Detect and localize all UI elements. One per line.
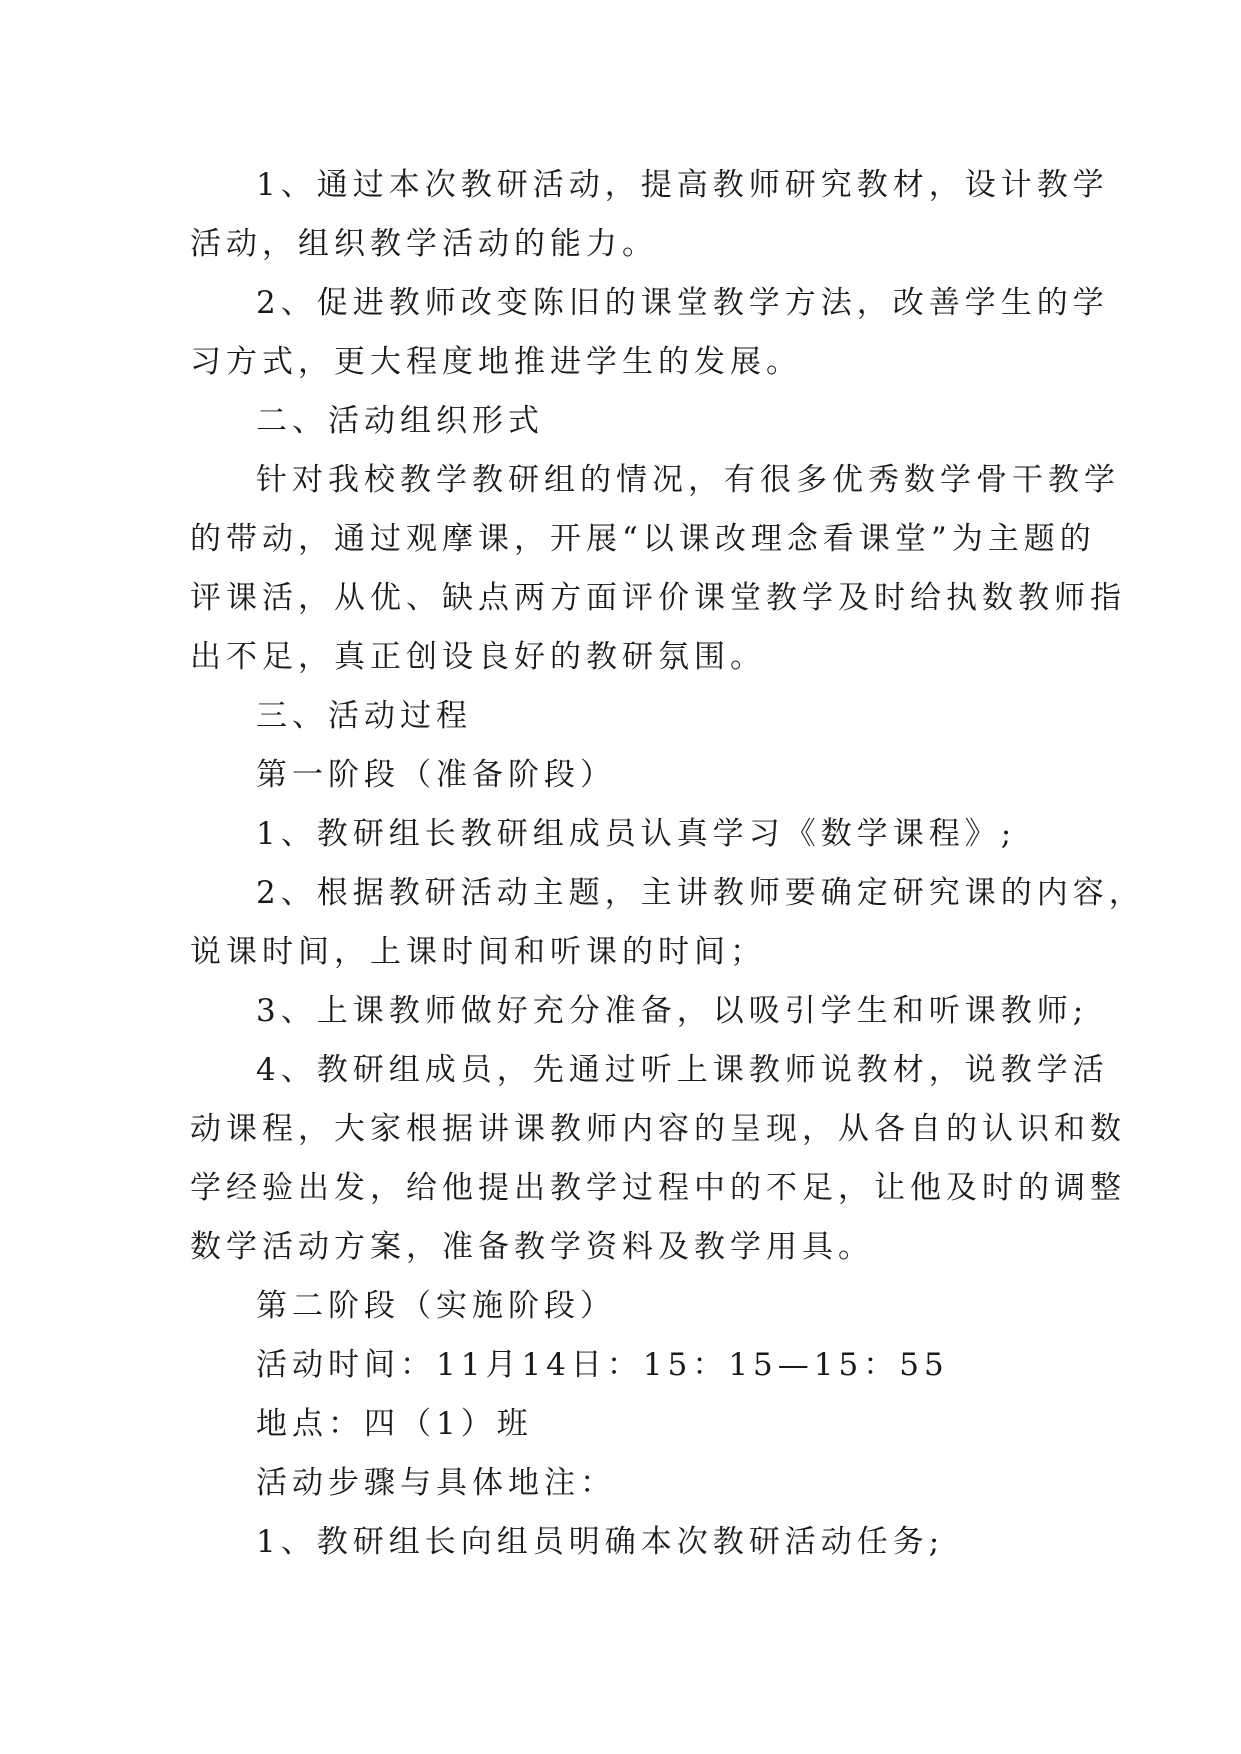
text-line: 动课程，大家根据讲课教师内容的呈现，从各自的认识和数: [190, 1111, 1126, 1147]
text-line: 数学活动方案，准备教学资料及教学用具。: [190, 1229, 874, 1265]
text-line: 学经验出发，给他提出教学过程中的不足，让他及时的调整: [190, 1170, 1126, 1206]
activity-time: 活动时间：11月14日：15：15—15：55: [256, 1347, 949, 1383]
text-line: 3、上课教师做好充分准备，以吸引学生和听课教师;: [256, 993, 1089, 1029]
document-body: [190, 156, 1145, 1572]
text-line: 2、促进教师改变陈旧的课堂教学方法，改善学生的学: [256, 285, 1109, 321]
activity-location: 地点：四（1）班: [256, 1406, 533, 1442]
text-line: 说课时间，上课时间和听课的时间；: [190, 934, 766, 970]
text-line: 活动，组织教学活动的能力。: [190, 226, 658, 262]
section-heading: 二、活动组织形式: [256, 403, 544, 439]
text-line: 活动步骤与具体地注：: [256, 1465, 616, 1501]
text-line: 4、教研组成员，先通过听上课教师说教材，说教学活: [256, 1052, 1109, 1088]
stage-heading: 第二阶段（实施阶段）: [256, 1288, 616, 1324]
text-line: 1、教研组长教研组成员认真学习《数学课程》;: [256, 816, 1017, 852]
text-line: 出不足，真正创设良好的教研氛围。: [190, 639, 766, 675]
text-line: 针对我校教学教研组的情况，有很多优秀数学骨干教学: [256, 462, 1120, 498]
section-heading: 三、活动过程: [256, 698, 472, 734]
text-line: 2、根据教研活动主题，主讲教师要确定研究课的内容，: [256, 875, 1145, 911]
text-line: 的带动，通过观摩课，开展“以课改理念看课堂”为主题的: [190, 521, 1096, 557]
text-line: 习方式，更大程度地推进学生的发展。: [190, 344, 802, 380]
stage-heading: 第一阶段（准备阶段）: [256, 757, 616, 793]
text-line: 1、通过本次教研活动，提高教师研究教材，设计教学: [256, 167, 1109, 203]
text-line: 1、教研组长向组员明确本次教研活动任务;: [256, 1524, 945, 1560]
text-line: 评课活，从优、缺点两方面评价课堂教学及时给执数教师指: [190, 580, 1126, 616]
